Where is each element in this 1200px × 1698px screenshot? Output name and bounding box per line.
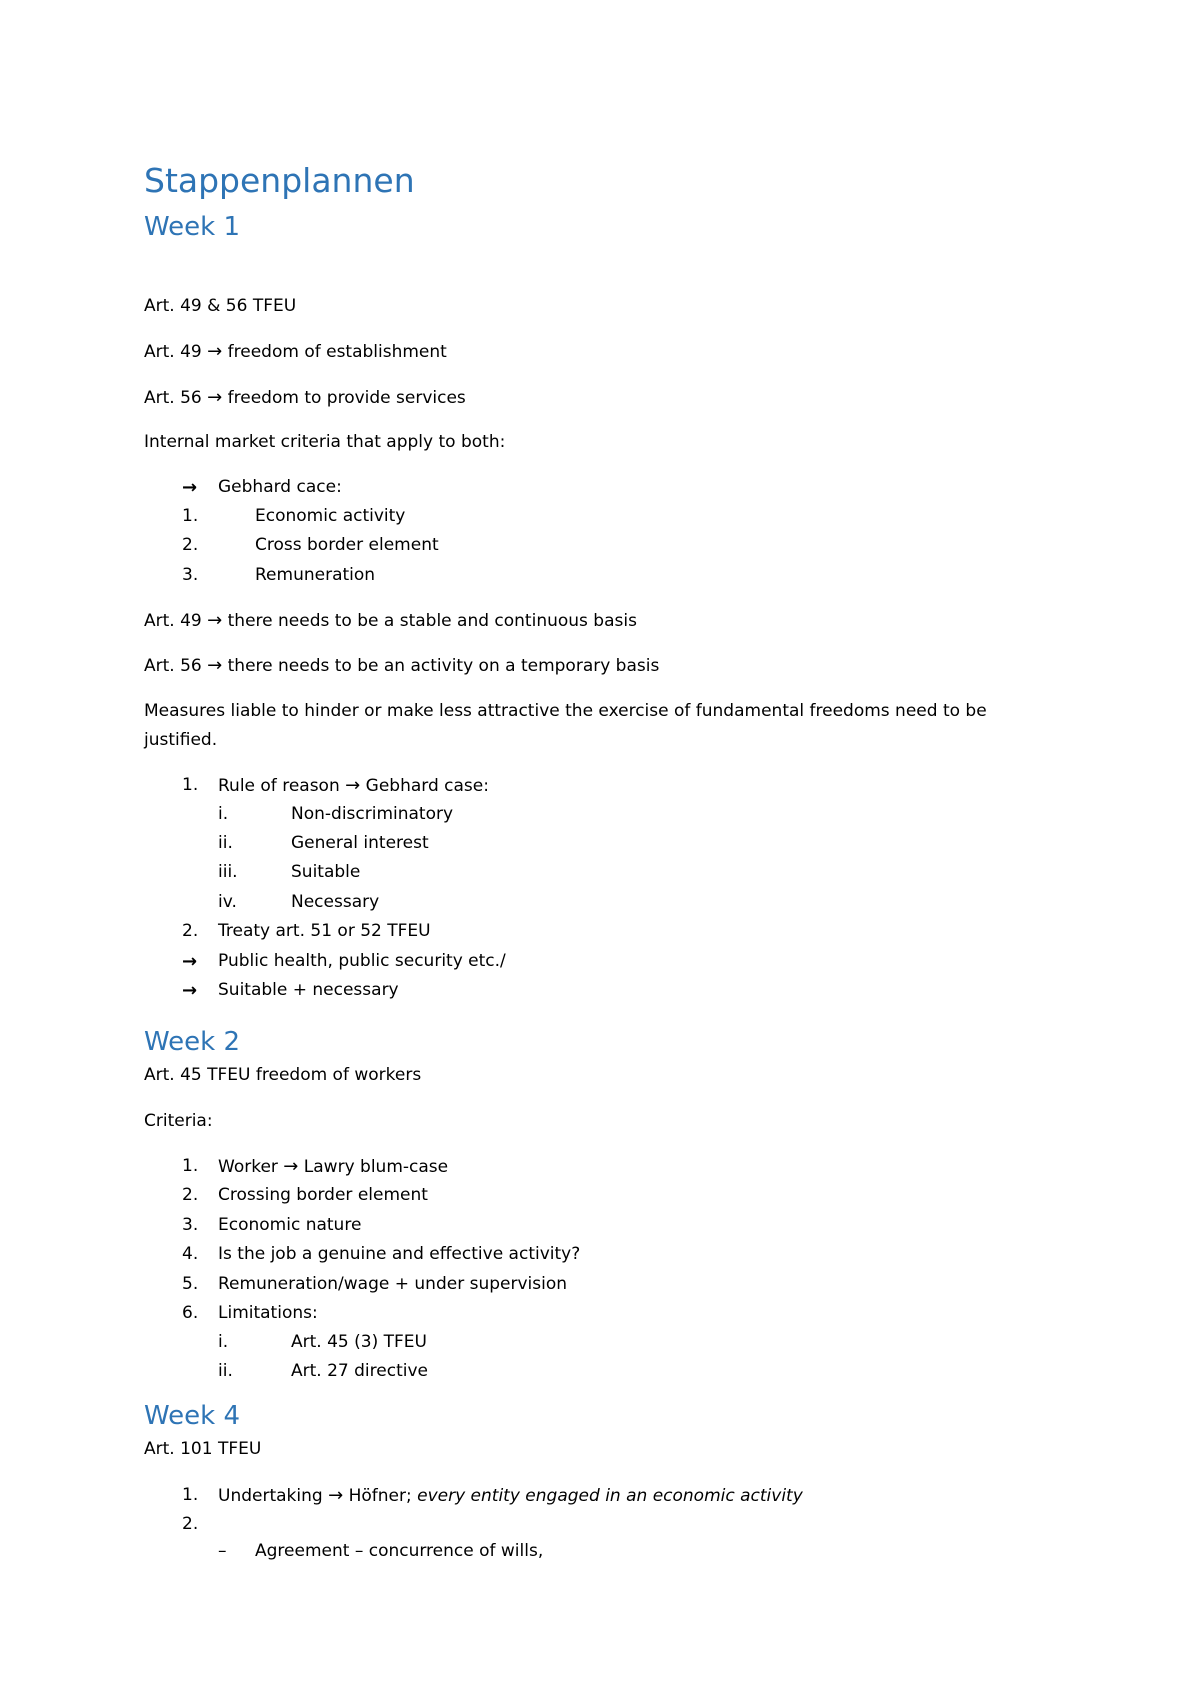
week-2-line-art-45: Art. 45 TFEU freedom of workers — [144, 1065, 422, 1085]
arrow-right-icon: → — [182, 951, 198, 972]
document-title: Stappenplannen — [144, 161, 415, 200]
arrow-list-item: → Public health, public security etc./ — [182, 951, 506, 972]
week-1-internal-market: Internal market criteria that apply to both: — [144, 432, 506, 452]
week-1-line-art-56: Art. 56 → freedom to provide services — [144, 387, 466, 408]
arrow-right-icon: → — [345, 775, 361, 796]
week-1-line-art-49-56: Art. 49 & 56 TFEU — [144, 296, 297, 316]
arrow-list-item: → Suitable + necessary — [182, 980, 399, 1001]
week-1-line-art-49-basis: Art. 49 → there needs to be a stable and continuous basis — [144, 610, 637, 631]
arrow-right-icon: → — [328, 1485, 344, 1506]
arrow-right-icon: → — [182, 477, 198, 498]
week-2-heading: Week 2 — [144, 1027, 241, 1057]
arrow-right-icon: → — [207, 341, 223, 362]
week-4-line-art-101: Art. 101 TFEU — [144, 1439, 262, 1459]
week-1-heading: Week 1 — [144, 212, 241, 242]
arrow-right-icon: → — [207, 610, 223, 631]
arrow-right-icon: → — [207, 655, 223, 676]
arrow-list-item: → Gebhard cace: — [182, 477, 342, 498]
week-4-heading: Week 4 — [144, 1401, 241, 1431]
week-1-line-art-49: Art. 49 → freedom of establishment — [144, 341, 447, 362]
arrow-right-icon: → — [182, 980, 198, 1001]
week-1-line-art-56-basis: Art. 56 → there needs to be an activity on a temporary basis — [144, 655, 660, 676]
week-1-measures-paragraph: Measures liable to hinder or make less attractive the exercise of fundamental freedoms need to be justified. — [144, 701, 987, 750]
arrow-right-icon: → — [283, 1156, 299, 1177]
week-2-criteria-label: Criteria: — [144, 1111, 213, 1131]
arrow-right-icon: → — [207, 387, 223, 408]
